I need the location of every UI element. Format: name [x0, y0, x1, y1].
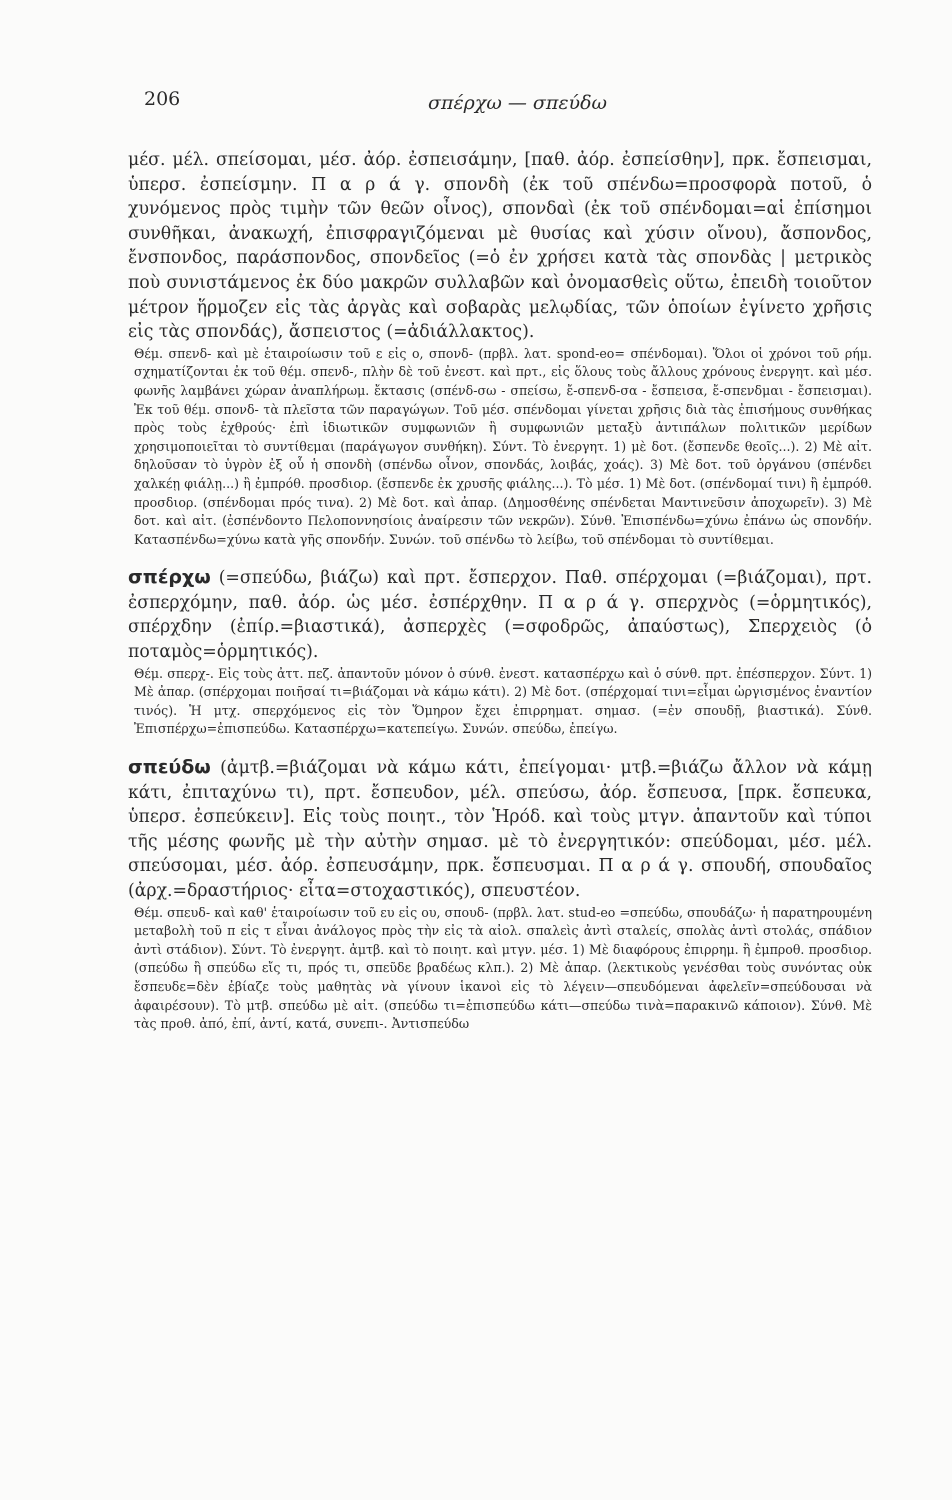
entry-notes: Θέμ. σπερχ-. Εἰς τοὺς ἀττ. πεζ. ἀπαντοῦν μόνον ὁ σύνθ. ἐνεστ. κατασπέρχω καὶ ὁ σύνθ. πρτ. ἐπέσπερχον. Σύντ. 1) Μὲ ἀπαρ. (σπέρχομαι ποιῆσαί τι=βιάζομαι νὰ κάμω κάτι). 2) Μὲ δοτ. (σπέρχομαί τινι=εἶμαι ὠργισμένος ἐναντίον τινός). Ἡ μτχ. σπερχόμενος εἰς τὸν Ὅμηρον ἔχει ἐπιρρηματ. σημασ. (=ἐν σπουδῇ, βιαστικά). Σύνθ. Ἐπισπέρχω=ἐπισπεύδω. Κατασπέρχω=κατεπείγω. Συνών. σπεύδω, ἐπείγω. [134, 665, 872, 737]
entry-body: μέσ. μέλ. σπείσομαι, μέσ. ἀόρ. ἐσπεισάμην, [παθ. ἀόρ. ἐσπείσθην], πρκ. ἔσπεισμαι, ὑπερσ. ἐσπείσμην. Π α ρ ά γ. σπονδὴ (ἐκ τοῦ σπένδω=προσφορὰ ποτοῦ, ὁ χυνόμενος πρὸς τιμὴν τῶν θεῶν οἶνος), σπονδαὶ (ἐκ τοῦ σπένδομαι=αἱ ἐπίσημοι συνθῆκαι, ἀνακωχή, ἐπισφραγιζόμεναι μὲ θυσίας καὶ χύσιν οἴνου), ἄσπονδος, ἔνσπονδος, παράσπονδος, σπονδεῖος (=ὁ ἐν χρήσει κατὰ τὰς σπονδὰς | μετρικὸς ποὺ συνιστάμενος ἐκ δύο μακρῶν συλλαβῶν καὶ ὀνομασθεὶς οὕτω, ἐπειδὴ τοιοῦτον μέτρον ἥρμοζεν εἰς τὰς ἀργὰς καὶ σοβαρὰς μελῳδίας, τῶν ὁποίων ἐγίνετο χρῆσις εἰς τὰς σπονδάς), ἄσπειστος (=ἀδιάλλακτος). [128, 150, 872, 343]
entry-sperkho [128, 565, 872, 739]
entry-notes: Θέμ. σπενδ- καὶ μὲ ἑταιροίωσιν τοῦ ε εἰς ο, σπονδ- (πρβλ. λατ. spond-eo= σπένδομαι). Ὅλοι οἱ χρόνοι τοῦ ρήμ. σχηματίζονται ἐκ τοῦ θέμ. σπενδ-, πλὴν δὲ τοῦ ἐνεστ. καὶ πρτ., εἰς ὅλους τοὺς ἄλλους χρόνους ἐνεργητ. καὶ μέσ. φωνῆς λαμβάνει χώραν ἀναπλήρωμ. ἔκτασις (σπένδ-σω - σπείσω, ἔ-σπενδ-σα - ἔσπεισα, ἔ-σπενδμαι - ἔσπεισμαι). Ἐκ τοῦ θέμ. σπονδ- τὰ πλεῖστα τῶν παραγώγων. Τοῦ μέσ. σπένδομαι γίνεται χρῆσις διὰ τὰς ἐπισήμους συνθήκας πρὸς τοὺς ἐχθρούς· ἐπὶ ἰδιωτικῶν συμφωνιῶν ἢ συμφωνιῶν μεταξὺ ἀντιπάλων πολιτικῶν μερίδων χρησιμοποιεῖται τὸ συντίθεμαι (παράγωγον συνθήκη). Σύντ. Τὸ ἐνεργητ. 1) μὲ δοτ. (ἔσπενδε θεοῖς...). 2) Μὲ αἰτ. δηλοῦσαν τὸ ὑγρὸν ἐξ οὗ ἡ σπονδὴ (σπένδω οἶνον, σπονδάς, λοιβάς, χοάς). 3) Μὲ δοτ. τοῦ ὀργάνου (σπένδει χαλκέῃ φιάλῃ...) ἢ ἐμπρόθ. προσδιορ. (ἔσπενδε ἐκ χρυσῆς φιάλης...). Τὸ μέσ. 1) Μὲ δοτ. (σπένδομαί τινι) ἢ ἐμπρόθ. προσδιορ. (σπένδομαι πρός τινα). 2) Μὲ δοτ. καὶ ἀπαρ. (Δημοσθένης σπένδεται Μαντινεῦσιν ἀποχωρεῖν). 3) Μὲ δοτ. καὶ αἰτ. (ἐσπένδοντο Πελοποννησίοις ἀναίρεσιν τῶν νεκρῶν). Σύνθ. Ἐπισπένδω=χύνω ἐπάνω ὡς σπονδήν. Κατασπένδω=χύνω κατὰ γῆς σπονδήν. Συνών. τοῦ σπένδω τὸ λείβω, τοῦ σπένδομαι τὸ συντίθεμαι. [134, 345, 872, 547]
running-head: σπέρχω — σπεύδω [428, 92, 608, 114]
entry-definition: (ἀμτβ.=βιάζομαι νὰ κάμω κάτι, ἐπείγομαι· μτβ.=βιάζω ἄλλον νὰ κάμῃ κάτι, ἐπιταχύνω τι), πρτ. ἔσπευδον, μέλ. σπεύσω, ἀόρ. ἔσπευσα, [πρκ. ἔσπευκα, ὑπερσ. ἐσπεύκειν]. Εἰς τοὺς ποιητ., τὸν Ἡρόδ. καὶ τοὺς μτγν. ἀπαντοῦν καὶ τύποι τῆς μέσης φωνῆς μὲ τὴν αὐτὴν σημασ. μὲ τὸ ἐνεργητικόν: σπεύδομαι, μέσ. μέλ. σπεύσομαι, μέσ. ἀόρ. ἐσπευσάμην, πρκ. ἔσπευσμαι. Π α ρ ά γ. σπουδή, σπουδαῖος (ἀρχ.=δραστήριος· εἶτα=στοχαστικός), σπευστέον. [128, 758, 872, 901]
page-header [128, 88, 872, 148]
entry-spendo-continuation [128, 148, 872, 549]
entry-notes: Θέμ. σπευδ- καὶ καθ' ἑταιροίωσιν τοῦ ευ εἰς ου, σπουδ- (πρβλ. λατ. stud-eo =σπεύδω, σπουδάζω· ἡ παρατηρουμένη μεταβολὴ τοῦ π εἰς τ εἶναι ἀνάλογος πρὸς τὴν εἰς τὰ αἰολ. σπαλεὶς ἀντὶ σταλείς, σπολὰς ἀντὶ στολάς, σπάδιον ἀντὶ στάδιον). Σύντ. Τὸ ἐνεργητ. ἀμτβ. καὶ τὸ ποιητ. καὶ μτγν. μέσ. 1) Μὲ διαφόρους ἐπιρρημ. ἢ ἐμπροθ. προσδιορ. (σπεύδω ἢ σπεύδω εἴς τι, πρός τι, σπεῦδε βραδέως κλπ.). 2) Μὲ ἀπαρ. (λεκτικοὺς γενέσθαι τοὺς συνόντας οὐκ ἔσπευδε=δὲν ἐβίαζε τοὺς μαθητὰς νὰ γίνουν ἱκανοὶ εἰς τὸ λέγειν—σπευδόμεναι ἀφελεῖν=σπεύδουσαι νὰ ἀφαιρέσουν). Τὸ μτβ. σπεύδω μὲ αἰτ. (σπεύδω τι=ἐπισπεύδω κάτι—σπεύδω τινὰ=παρακινῶ κάποιον). Σύνθ. Μὲ τὰς προθ. ἀπό, ἐπί, ἀντί, κατά, συνεπι-. Ἀντισπεύδω [134, 904, 872, 1032]
entry-headword: σπέρχω [128, 566, 211, 589]
entry-body [128, 755, 872, 904]
entry-headword: σπεύδω [128, 756, 211, 779]
entry-body [128, 565, 872, 664]
entry-speudo [128, 755, 872, 1034]
entry-definition: (=σπεύδω, βιάζω) καὶ πρτ. ἔσπερχον. Παθ. σπέρχομαι (=βιάζομαι), πρτ. ἐσπερχόμην, παθ. ἀόρ. ὡς μέσ. ἐσπέρχθην. Π α ρ ά γ. σπερχνὸς (=ὁρμητικός), σπέρχδην (ἐπίρ.=βιαστικά), ἀσπερχὲς (=σφοδρῶς, ἀπαύστως), Σπερχειὸς (ὁ ποταμὸς=ὁρμητικός). [128, 568, 872, 663]
page-number: 206 [144, 88, 181, 110]
